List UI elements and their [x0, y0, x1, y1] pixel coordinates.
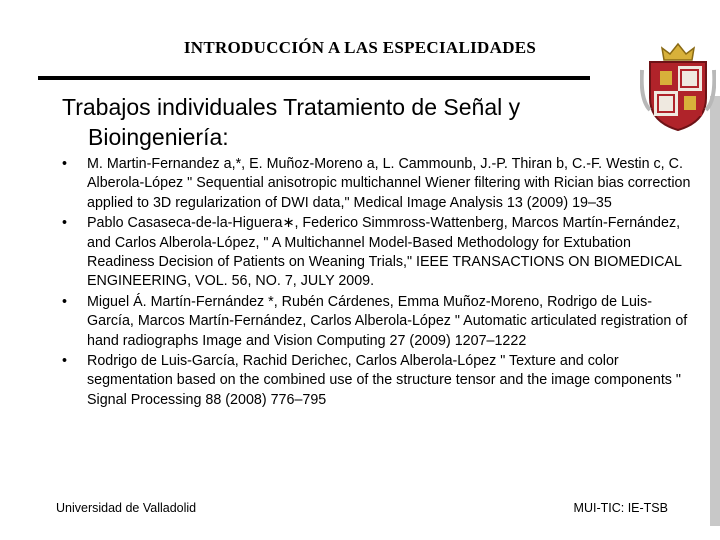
footer-course-code: MUI-TIC: IE-TSB	[573, 501, 668, 515]
slide-title-line1: Trabajos individuales Tratamiento de Señal y	[62, 94, 521, 120]
reference-item	[62, 352, 694, 410]
header-title: INTRODUCCIÓN A LAS ESPECIALIDADES	[183, 38, 537, 57]
bullet-icon: •	[62, 215, 68, 232]
reference-text: Rodrigo de Luis-García, Rachid Derichec, Carlos Alberola-López " Texture and color segmentation based on the combined use of the structure tensor and the image components " Signal Processing 88 (2008) 776–795	[87, 353, 681, 408]
reference-text: Miguel Á. Martín-Fernández *, Rubén Cárdenes, Emma Muñoz-Moreno, Rodrigo de Luis-García, Marcos Martín-Fernández, Carlos Alberola-López " Automatic articulated registration of hand radiographs Image and Vision Computing 27 (2009) 1207–1222	[87, 293, 688, 349]
header-divider	[38, 76, 590, 80]
reference-list	[62, 155, 694, 411]
reference-text: Pablo Casaseca-de-la-Higuera∗, Federico Simmross-Wattenberg, Marcos Martín-Fernández, and Carlos Alberola-López, " A Multichannel Model-Based Methodology for Extubation Readiness Decision of Patients on Weaning Trials," IEEE TRANSACTIONS ON BIOMEDICAL ENGINEERING, VOL. 56, NO. 7, JULY 2009.	[87, 215, 682, 290]
footer-university: Universidad de Valladolid	[56, 501, 197, 515]
bullet-icon: •	[62, 353, 68, 370]
slide-title	[62, 92, 692, 152]
reference-item	[62, 293, 694, 351]
reference-item	[62, 214, 694, 292]
reference-text: M. Martin-Fernandez a,*, E. Muñoz-Moreno a, L. Cammounb, J.-P. Thiran b, C.-F. Westin c, C. Alberola-López " Sequential anisotropic multichannel Wiener filtering with Rician bias correction applied to 3D regularization of DWI data," Medical Image Analysis 13 (2009) 19–35	[87, 156, 691, 211]
bullet-icon: •	[62, 293, 68, 310]
bullet-icon: •	[62, 156, 68, 172]
side-decoration-bar	[710, 96, 720, 526]
reference-item	[62, 155, 694, 213]
slide-title-line2: Bioingeniería:	[88, 124, 229, 150]
